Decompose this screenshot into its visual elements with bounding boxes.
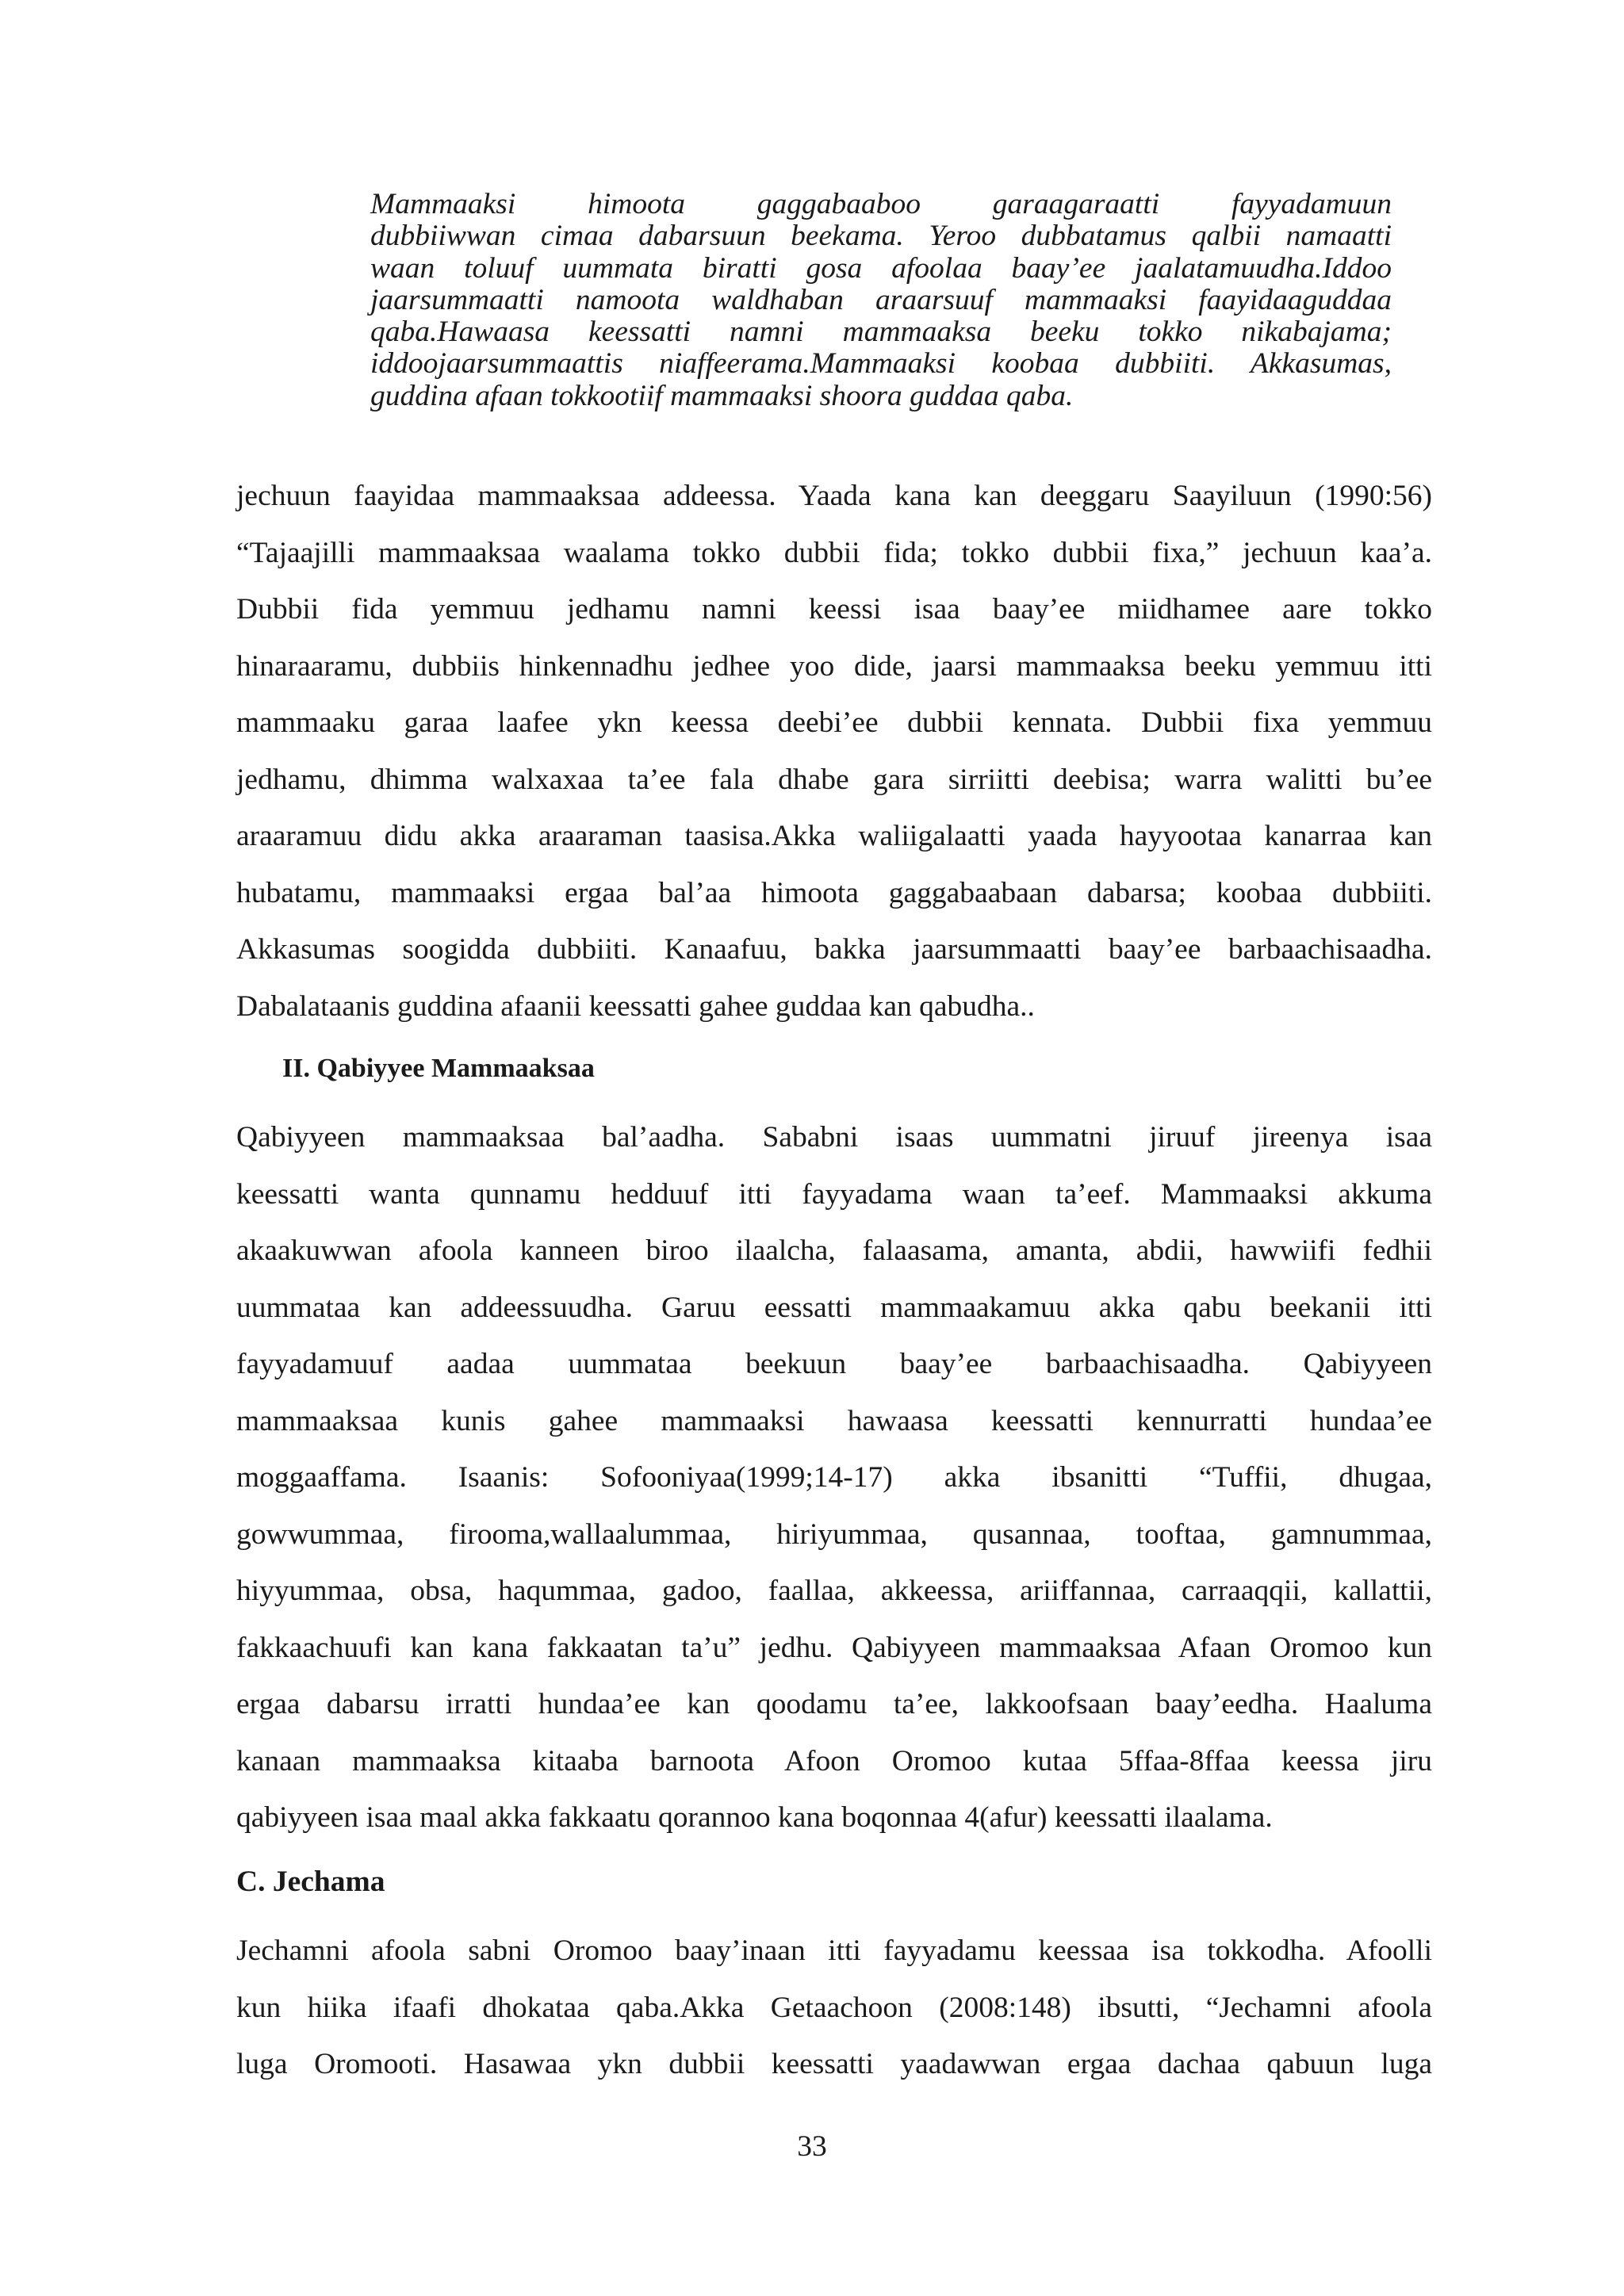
text-line: uummataa kan addeessuudha. Garuu eessatti mammaakamuu akka qabu beekanii itti [236,1291,1432,1324]
block-quote [370,189,1392,412]
text-line: gowwummaa, firooma,wallaalummaa, hiriyummaa, qusannaa, tooftaa, gamnummaa, [236,1517,1432,1551]
text-line: ergaa dabarsu irratti hundaa’ee kan qoodamu ta’ee, lakkoofsaan baay’eedha. Haaluma [236,1688,1432,1720]
text-line: qabiyyeen isaa maal akka fakkaatu qorannoo kana boqonnaa 4(afur) keessatti ilaalama. [236,1801,1273,1834]
text-line: “Tajaajilli mammaaksaa waalama tokko dubbii fida; tokko dubbii fixa,” jechuun kaa’a. [236,536,1432,569]
text-line: fakkaachuufi kan kana fakkaatan ta’u” jedhu. Qabiyyeen mammaaksaa Afaan Oromoo kun [236,1631,1432,1664]
text-line: moggaaffama. Isaanis: Sofooniyaa(1999;14-17) akka ibsanitti “Tuffii, dhugaa, [236,1461,1432,1494]
text-line: Dubbii fida yemmuu jedhamu namni keessi isaa baay’ee miidhamee aare tokko [236,593,1432,626]
quote-line: dubbiiwwan cimaa dabarsuun beekama. Yeroo dubbatamus qalbii namaatti [370,220,1392,253]
text-line: Dabalataanis guddina afaanii keessatti gahee guddaa kan qabudha.. [236,989,1035,1023]
quote-line: qaba.Hawaasa keessatti namni mammaaksa beeku tokko nikabajama; [370,316,1392,349]
section-heading-jechama: C. Jechama [236,1866,385,1898]
text-line: kun hiika ifaafi dhokataa qaba.Akka Getaachoon (2008:148) ibsutti, “Jechamni afoola [236,1991,1432,2024]
section-heading-qabiyyee-mammaaksaa: II. Qabiyyee Mammaaksaa [282,1054,595,1083]
text-line: fayyadamuuf aadaa uummataa beekuun baay’ee barbaachisaadha. Qabiyyeen [236,1348,1432,1380]
text-line: kanaan mammaaksa kitaaba barnoota Afoon Oromoo kutaa 5ffaa-8ffaa keessa jiru [236,1744,1432,1777]
paragraph-2 [236,1109,1432,1846]
paragraph-3 [236,1923,1432,2093]
text-line: Jechamni afoola sabni Oromoo baay’inaan itti fayyadamu keessaa isa tokkodha. Afoolli [236,1934,1432,1967]
page-number: 33 [797,2130,827,2163]
paragraph-1 [236,468,1432,1035]
text-line: akaakuwwan afoola kanneen biroo ilaalcha, falaasama, amanta, abdii, hawwiifi fedhii [236,1234,1432,1267]
quote-line: waan toluuf uummata biratti gosa afoolaa baay’ee jaalatamuudha.Iddoo [370,251,1392,285]
text-line: jechuun faayidaa mammaaksaa addeessa. Yaada kana kan deeggaru Saayiluun (1990:56) [236,480,1432,512]
quote-line: Mammaaksi himoota gaggabaaboo garaagaraatti fayyadamuun [370,188,1392,220]
text-line: Qabiyyeen mammaaksaa bal’aadha. Sababni isaas uummatni jiruuf jireenya isaa [236,1121,1432,1154]
quote-line: jaarsummaatti namoota waldhaban araarsuuf mammaaksi faayidaaguddaa [370,283,1392,316]
text-line: araaramuu didu akka araaraman taasisa.Akka waliigalaatti yaada hayyootaa kanarraa kan [236,820,1432,852]
quote-line: iddoojaarsummaattis niaffeerama.Mammaaksi koobaa dubbiiti. Akkasumas, [370,347,1392,381]
text-line: hiyyummaa, obsa, haqummaa, gadoo, faallaa, akkeessa, ariiffannaa, carraaqqii, kallattii, [236,1575,1432,1607]
text-line: mammaaku garaa laafee ykn keessa deebi’ee dubbii kennata. Dubbii fixa yemmuu [236,706,1432,739]
text-line: jedhamu, dhimma walxaxaa ta’ee fala dhabe gara sirriitti deebisa; warra walitti bu’ee [236,763,1432,796]
text-line: keessatti wanta qunnamu hedduuf itti fayyadama waan ta’eef. Mammaaksi akkuma [236,1177,1432,1211]
text-line: luga Oromooti. Hasawaa ykn dubbii keessatti yaadawwan ergaa dachaa qabuun luga [236,2048,1432,2080]
text-line: hinaraaramu, dubbiis hinkennadhu jedhee yoo dide, jaarsi mammaaksa beeku yemmuu itti [236,649,1432,683]
text-line: Akkasumas soogidda dubbiiti. Kanaafuu, bakka jaarsummaatti baay’ee barbaachisaadha. [236,933,1432,966]
quote-line: guddina afaan tokkootiif mammaaksi shoora guddaa qaba. [370,379,1074,412]
text-line: mammaaksaa kunis gahee mammaaksi hawaasa keessatti kennurratti hundaa’ee [236,1404,1432,1437]
text-line: hubatamu, mammaaksi ergaa bal’aa himoota gaggabaabaan dabarsa; koobaa dubbiiti. [236,876,1432,909]
